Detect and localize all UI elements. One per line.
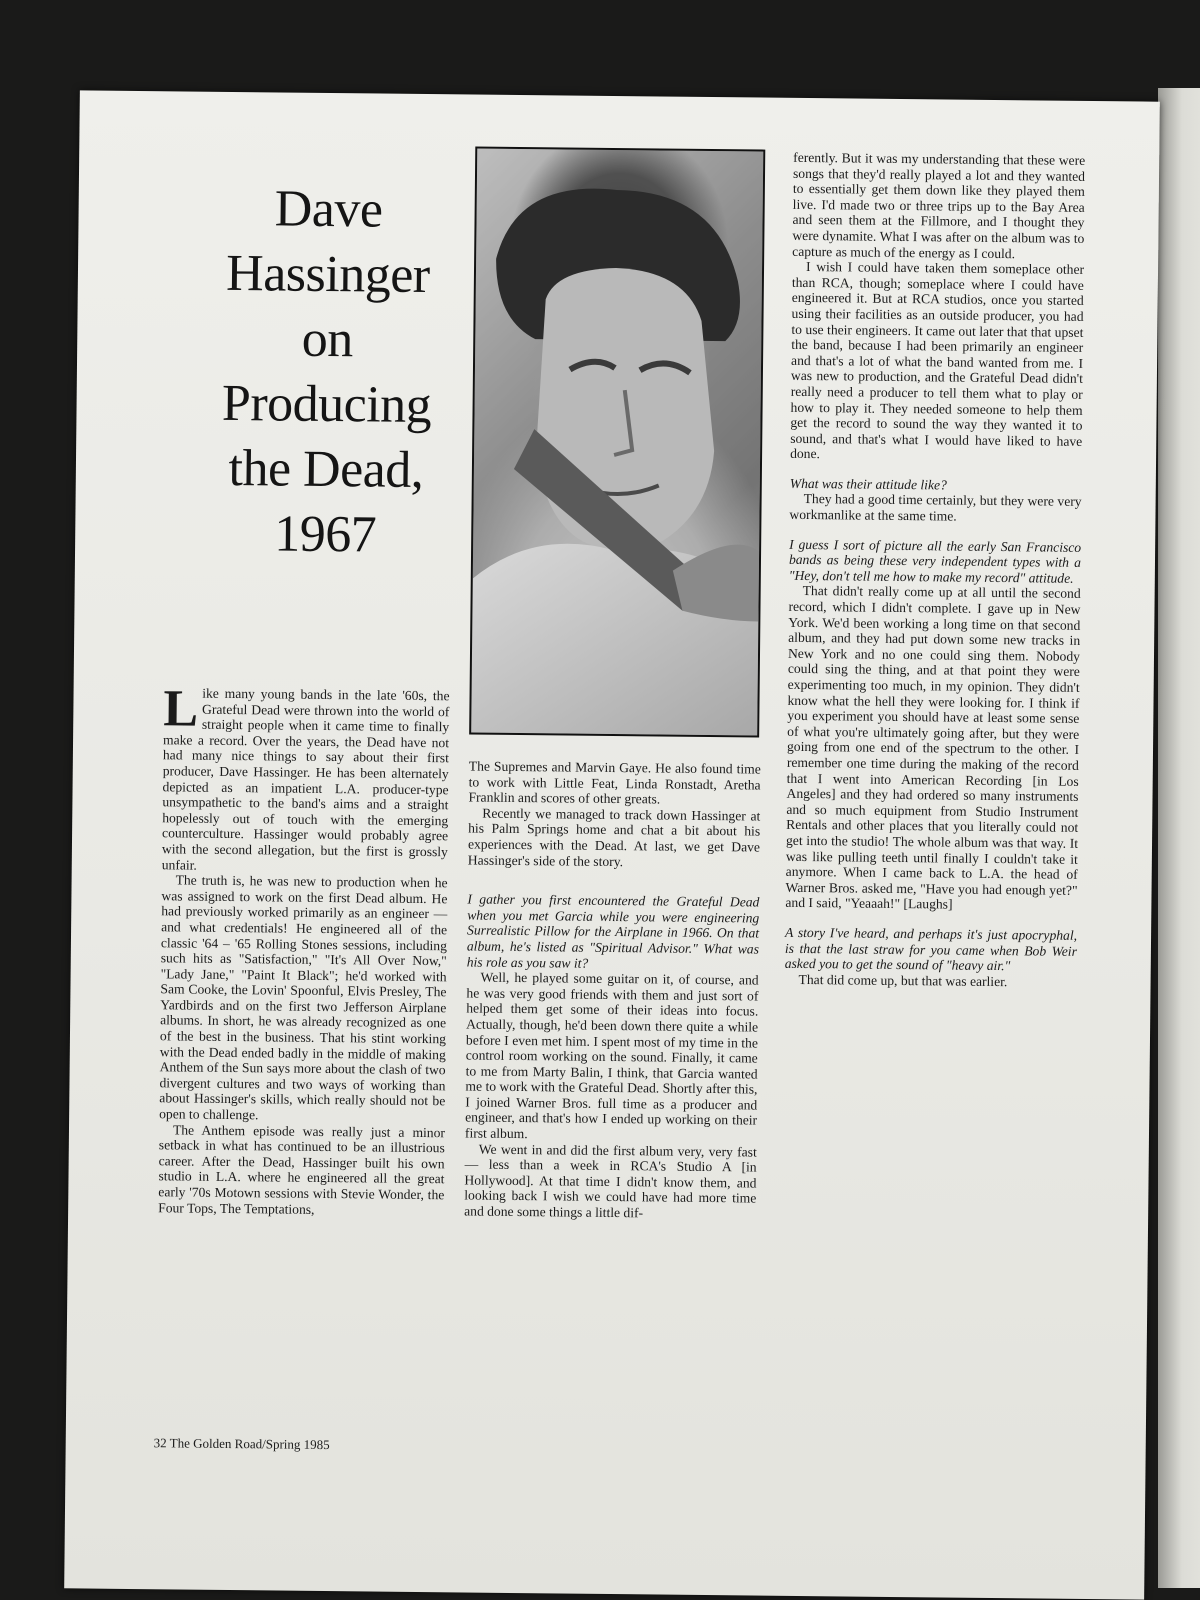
magazine-page <box>64 90 1160 1599</box>
portrait-photo <box>469 147 765 738</box>
title-line-6: 1967 <box>273 505 377 564</box>
title-line-2: Hassinger <box>225 244 430 305</box>
column-3 <box>785 150 1086 990</box>
paragraph: Recently we managed to track down Hassinger at his Palm Springs home and chat a bit about his experiences with the Dead. At last, we get Dave Hassinger's side of the story. <box>467 805 761 869</box>
portrait-illustration <box>471 149 763 736</box>
intro-paragraph <box>161 680 450 875</box>
paragraph: The Supremes and Marvin Gaye. He also found time to work with Little Feat, Linda Ronstadt, Aretha Franklin and scores of other greats. <box>468 758 761 807</box>
title-line-3: on <box>301 310 354 369</box>
page-footer: 32 The Golden Road/Spring 1985 <box>153 1435 330 1453</box>
title-line-5: the Dead, <box>228 439 424 500</box>
column-2 <box>464 758 761 1222</box>
column-1 <box>158 680 450 1218</box>
answer-paragraph: They had a good time certainly, but they were very workmanlike at the same time. <box>789 491 1082 524</box>
article-title <box>175 175 479 568</box>
answer-paragraph: That didn't really come up at all until the second record, which I didn't complete. I gave up in New York. We'd been working a long time on that second album, and they had put down some new tracks in New York and no one could sing them. Nobody could sing the thing, and at that point they were experimenting too much, in my opinion. They didn't know what the hell they were looking for. I think if you experiment you should have at least some sense of what you're ultimately going after, but they were going from one end of the spectrum to the other. I remember one time during the making of the record that I went into American Recording [in Los Angeles] and they had ordered so many instruments and so much equipment from Studio Instrument Rentals and other places that you literally could not get into the studio! The whole album was that way. It was like pulling teeth until finally I couldn't take it anymore. When I came back to L.A. the head of Warner Bros. asked me, "Have you had enough yet?" and I said, "Yeaaah!" [Laughs] <box>785 583 1081 912</box>
paragraph: I wish I could have taken them someplace other than RCA, though; someplace where I could have engineered it. But at RCA studios, once you started using their facilities as an outside producer, you had to use their engineers. It came out later that that upset the band, because I had been primarily an engineer and that's a lot of what the band wanted from me. I was new to production, and the Grateful Dead didn't really need a producer to tell them what to play or how to play it. They needed someone to help them get the record to sound the way they wanted it to sound, and that's what I would have liked to have done. <box>790 259 1085 462</box>
interview-question: I guess I sort of picture all the early San Francisco bands as being these very independent types with a "Hey, don't tell me how to make my record" attitude. <box>788 536 1082 586</box>
paragraph: The truth is, he was new to production when he was assigned to work on the first Dead album. He had previously worked primarily as an engineer — and what credentials! He engineered all of the classic '64 – '65 Rolling Stones sessions, including such hits as "Satisfaction," "It's All Over Now," "Lady Jane," "Paint It Black"; he'd worked with Sam Cooke, the Lovin' Spoonful, Elvis Presley, The Yardbirds and on the first two Jefferson Airplane albums. In short, he was already recognized as one of the best in the business. That his stint working with the Dead ended badly in the middle of making Anthem of the Sun says more about the clash of two divergent cultures and two ways of working than about Hassinger's skills, which really should not be open to challenge. <box>159 872 448 1123</box>
interview-question: A story I've heard, and perhaps it's just apocryphal, is that the last straw for you came when Bob Weir asked you to get the sound of "heavy air." <box>784 924 1078 974</box>
answer-paragraph: That did come up, but that was earlier. <box>798 971 1008 989</box>
interview-question: I gather you first encountered the Grateful Dead when you met Garcia while you were engineering Surrealistic Pillow for the Airplane in 1966. On that album, he's listed as "Spiritual Advisor." What was his role as you saw it? <box>466 891 760 971</box>
title-line-1: Dave <box>274 180 383 239</box>
answer-paragraph: Well, he played some guitar on it, of course, and he was very good friends with them and just sort of helped them get some of their ideas into focus. Actually, though, he'd been down there quite a while before I even met him. I spent most of my time in the control room working on the sound. Finally, it came to me from Marty Balin, I think, that Garcia wanted me to work with the Grateful Dead. Shortly after this, I joined Warner Bros. full time as a producer and engineer, and that's how I ended up working on their first album. <box>464 969 759 1142</box>
intro-text: ike many young bands in the late '60s, the Grateful Dead were thrown into the world of straight people when it came time to finally make a record. Over the years, the Dead have not had many nice things to say about their first producer, Dave Hassinger. He has been alternately depicted as an impatient L.A. producer-type unsympathetic to the band's aims and a straight hopelessly out of touch with the emerging counterculture. Hassinger would probably agree with the second allegation, but the first is grossly unfair. <box>161 685 450 873</box>
paragraph: The Anthem episode was really just a minor setback in what has continued to be an illustrious career. After the Dead, Hassinger built his own studio in L.A. where he engineered all the great early '70s Motown sessions with Stevie Wonder, the Four Tops, The Temptations, <box>158 1122 446 1217</box>
paragraph: ferently. But it was my understanding that these were songs that they'd really played a lot and they wanted to essentially get them down like they played them live. I'd made two or three trips up to the Bay Area and seen them at the Fillmore, and I thought they were dynamite. What I was after on the album was to capture as much of the energy as I could. <box>792 149 1086 261</box>
adjacent-page-edge <box>1158 88 1200 1588</box>
answer-paragraph: We went in and did the first album very, very fast — less than a week in RCA's Studio A [in Hollywood]. At that time I didn't know them, and looking back I wish we could have had more time and done some things a little dif- <box>464 1141 757 1221</box>
title-line-4: Producing <box>221 374 432 435</box>
drop-cap: L <box>163 680 199 738</box>
interview-question: What was their attitude like? <box>789 475 947 493</box>
